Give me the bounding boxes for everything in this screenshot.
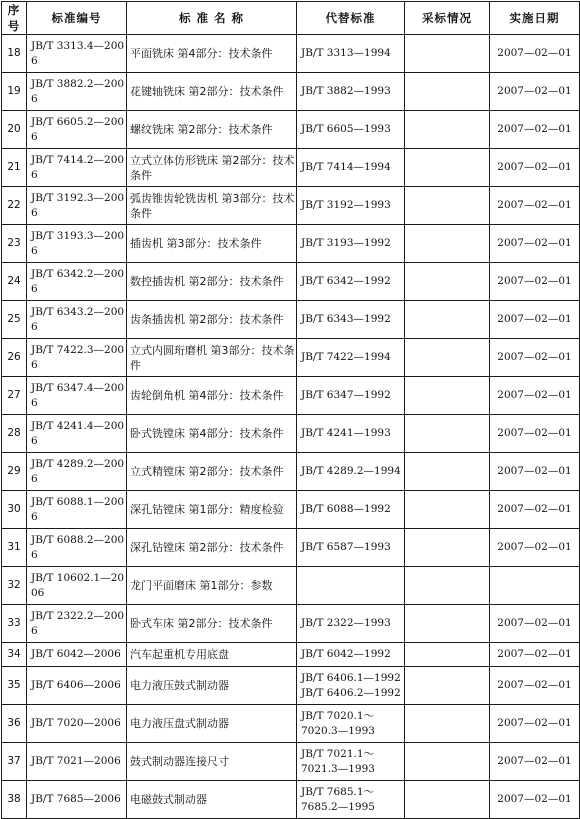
- replaced-line: JB/T 6605—1993: [301, 123, 391, 135]
- implementation-date: 2007—02—01: [490, 339, 580, 377]
- implementation-date: [490, 567, 580, 605]
- row-number: 19: [2, 73, 27, 111]
- header-adoption: 采标情况: [405, 2, 490, 35]
- replaced-line: JB/T 3313—1994: [301, 47, 391, 59]
- header-replaced: 代替标准: [297, 2, 405, 35]
- implementation-date: 2007—02—01: [490, 35, 580, 73]
- table-row: [2, 301, 580, 339]
- replaced-standard: [297, 667, 405, 705]
- implementation-date: 2007—02—01: [490, 377, 580, 415]
- standard-name: 立式内圆珩磨机 第3部分：技术条件: [127, 339, 297, 377]
- header-code: 标准编号: [27, 2, 127, 35]
- standard-name: 鼓式制动器连接尺寸: [127, 743, 297, 781]
- table-row: [2, 263, 580, 301]
- adoption-status: [405, 453, 490, 491]
- table-row: [2, 781, 580, 819]
- table-row: [2, 111, 580, 149]
- standard-name: 深孔钻镗床 第2部分：技术条件: [127, 529, 297, 567]
- standard-code: JB/T 7414.2—2006: [27, 149, 127, 187]
- standard-name: 立式立体仿形铣床 第2部分：技术条件: [127, 149, 297, 187]
- replaced-standard: [297, 705, 405, 743]
- replaced-line: 7021.3—1993: [301, 762, 375, 775]
- replaced-standard: [297, 491, 405, 529]
- implementation-date: 2007—02—01: [490, 187, 580, 225]
- implementation-date: 2007—02—01: [490, 73, 580, 111]
- table-row: [2, 667, 580, 705]
- standard-name: 电磁鼓式制动器: [127, 781, 297, 819]
- implementation-date: 2007—02—01: [490, 605, 580, 643]
- replaced-line: JB/T 6347—1992: [301, 389, 391, 401]
- standard-code: JB/T 7422.3—2006: [27, 339, 127, 377]
- replaced-standard: [297, 225, 405, 263]
- implementation-date: 2007—02—01: [490, 705, 580, 743]
- standards-table: [1, 1, 580, 819]
- replaced-line: JB/T 7021.1～: [301, 747, 375, 760]
- standard-code: JB/T 6088.2—2006: [27, 529, 127, 567]
- table-row: [2, 187, 580, 225]
- table-row: [2, 377, 580, 415]
- table-row: [2, 605, 580, 643]
- replaced-standard: [297, 263, 405, 301]
- replaced-standard: [297, 301, 405, 339]
- row-number: 24: [2, 263, 27, 301]
- adoption-status: [405, 111, 490, 149]
- replaced-standard: [297, 781, 405, 819]
- standard-code: JB/T 6042—2006: [27, 643, 127, 667]
- standard-name: 平面铣床 第4部分：技术条件: [127, 35, 297, 73]
- implementation-date: 2007—02—01: [490, 225, 580, 263]
- adoption-status: [405, 667, 490, 705]
- standard-name: 卧式铣镗床 第4部分：技术条件: [127, 415, 297, 453]
- replaced-standard: [297, 35, 405, 73]
- standard-code: JB/T 3193.3—2006: [27, 225, 127, 263]
- adoption-status: [405, 415, 490, 453]
- standard-name: 数控插齿机 第2部分：技术条件: [127, 263, 297, 301]
- replaced-line: JB/T 3193—1992: [301, 237, 391, 249]
- implementation-date: 2007—02—01: [490, 667, 580, 705]
- table-body: [2, 35, 580, 819]
- adoption-status: [405, 567, 490, 605]
- standard-name: 花键轴铣床 第2部分：技术条件: [127, 73, 297, 111]
- replaced-line: JB/T 3882—1993: [301, 85, 391, 97]
- adoption-status: [405, 263, 490, 301]
- adoption-status: [405, 339, 490, 377]
- standard-name: 插齿机 第3部分：技术条件: [127, 225, 297, 263]
- adoption-status: [405, 35, 490, 73]
- adoption-status: [405, 301, 490, 339]
- header-name: 标 准 名 称: [127, 2, 297, 35]
- adoption-status: [405, 705, 490, 743]
- row-number: 33: [2, 605, 27, 643]
- standard-code: JB/T 6343.2—2006: [27, 301, 127, 339]
- row-number: 37: [2, 743, 27, 781]
- adoption-status: [405, 491, 490, 529]
- replaced-standard: [297, 567, 405, 605]
- replaced-line: JB/T 6587—1993: [301, 541, 391, 553]
- replaced-standard: [297, 453, 405, 491]
- table-row: [2, 491, 580, 529]
- table-row: [2, 149, 580, 187]
- header-no: 序号: [2, 2, 27, 35]
- standard-code: JB/T 3192.3—2006: [27, 187, 127, 225]
- table-row: [2, 453, 580, 491]
- standard-name: 汽车起重机专用底盘: [127, 643, 297, 667]
- header-row: [2, 2, 580, 35]
- row-number: 35: [2, 667, 27, 705]
- standard-code: JB/T 6605.2—2006: [27, 111, 127, 149]
- replaced-standard: [297, 149, 405, 187]
- replaced-line: JB/T 4241—1993: [301, 427, 391, 439]
- row-number: 31: [2, 529, 27, 567]
- adoption-status: [405, 643, 490, 667]
- adoption-status: [405, 529, 490, 567]
- replaced-line: JB/T 7685.1～: [301, 785, 375, 798]
- standard-code: JB/T 10602.1—2006: [27, 567, 127, 605]
- row-number: 34: [2, 643, 27, 667]
- row-number: 18: [2, 35, 27, 73]
- standard-code: JB/T 6347.4—2006: [27, 377, 127, 415]
- table-row: [2, 529, 580, 567]
- implementation-date: 2007—02—01: [490, 643, 580, 667]
- replaced-standard: [297, 187, 405, 225]
- replaced-line: JB/T 6042—1992: [301, 648, 391, 660]
- row-number: 28: [2, 415, 27, 453]
- replaced-standard: [297, 377, 405, 415]
- standard-code: JB/T 6342.2—2006: [27, 263, 127, 301]
- row-number: 21: [2, 149, 27, 187]
- table-row: [2, 225, 580, 263]
- replaced-line: JB/T 4289.2—1994: [301, 465, 401, 477]
- standard-code: JB/T 6406—2006: [27, 667, 127, 705]
- adoption-status: [405, 149, 490, 187]
- adoption-status: [405, 187, 490, 225]
- row-number: 30: [2, 491, 27, 529]
- replaced-line: JB/T 7422—1994: [301, 351, 391, 363]
- implementation-date: 2007—02—01: [490, 263, 580, 301]
- replaced-line: JB/T 7020.1～: [301, 709, 375, 722]
- adoption-status: [405, 73, 490, 111]
- row-number: 32: [2, 567, 27, 605]
- adoption-status: [405, 225, 490, 263]
- row-number: 20: [2, 111, 27, 149]
- standard-name: 螺纹铣床 第2部分：技术条件: [127, 111, 297, 149]
- replaced-line: JB/T 2322—1993: [301, 617, 391, 629]
- adoption-status: [405, 781, 490, 819]
- replaced-standard: [297, 605, 405, 643]
- replaced-line: JB/T 6088—1992: [301, 503, 391, 515]
- standard-name: 卧式车床 第2部分：技术条件: [127, 605, 297, 643]
- replaced-standard: [297, 743, 405, 781]
- table-row: [2, 73, 580, 111]
- standard-code: JB/T 7685—2006: [27, 781, 127, 819]
- standard-code: JB/T 3313.4—2006: [27, 35, 127, 73]
- standard-name: 电力液压鼓式制动器: [127, 667, 297, 705]
- table-row: [2, 743, 580, 781]
- table-row: [2, 35, 580, 73]
- replaced-line: 7020.3—1993: [301, 724, 375, 737]
- standard-code: JB/T 3882.2—2006: [27, 73, 127, 111]
- implementation-date: 2007—02—01: [490, 149, 580, 187]
- adoption-status: [405, 743, 490, 781]
- implementation-date: 2007—02—01: [490, 743, 580, 781]
- standard-code: JB/T 4289.2—2006: [27, 453, 127, 491]
- implementation-date: 2007—02—01: [490, 453, 580, 491]
- standard-code: JB/T 2322.2—2006: [27, 605, 127, 643]
- implementation-date: 2007—02—01: [490, 781, 580, 819]
- replaced-standard: [297, 643, 405, 667]
- adoption-status: [405, 605, 490, 643]
- implementation-date: 2007—02—01: [490, 491, 580, 529]
- replaced-line: JB/T 6406.2—1992: [301, 686, 401, 699]
- table-row: [2, 643, 580, 667]
- replaced-line: JB/T 6342—1992: [301, 275, 391, 287]
- table-row: [2, 415, 580, 453]
- standard-name: 电力液压盘式制动器: [127, 705, 297, 743]
- replaced-standard: [297, 111, 405, 149]
- table-row: [2, 705, 580, 743]
- replaced-line: 7685.2—1995: [301, 800, 375, 813]
- implementation-date: 2007—02—01: [490, 529, 580, 567]
- implementation-date: 2007—02—01: [490, 415, 580, 453]
- standard-name: 齿轮倒角机 第4部分：技术条件: [127, 377, 297, 415]
- replaced-standard: [297, 73, 405, 111]
- replaced-standard: [297, 339, 405, 377]
- header-date: 实施日期: [490, 2, 580, 35]
- implementation-date: 2007—02—01: [490, 111, 580, 149]
- table-row: [2, 567, 580, 605]
- replaced-line: JB/T 6406.1—1992: [301, 671, 401, 684]
- standard-name: 立式精镗床 第2部分：技术条件: [127, 453, 297, 491]
- row-number: 23: [2, 225, 27, 263]
- implementation-date: 2007—02—01: [490, 301, 580, 339]
- row-number: 27: [2, 377, 27, 415]
- row-number: 38: [2, 781, 27, 819]
- row-number: 36: [2, 705, 27, 743]
- row-number: 26: [2, 339, 27, 377]
- standard-code: JB/T 7021—2006: [27, 743, 127, 781]
- replaced-line: JB/T 7414—1994: [301, 161, 391, 173]
- row-number: 29: [2, 453, 27, 491]
- standard-name: 弧齿锥齿轮铣齿机 第3部分：技术条件: [127, 187, 297, 225]
- adoption-status: [405, 377, 490, 415]
- replaced-line: JB/T 3192—1993: [301, 199, 391, 211]
- standard-code: JB/T 7020—2006: [27, 705, 127, 743]
- standard-name: 齿条插齿机 第2部分：技术条件: [127, 301, 297, 339]
- replaced-standard: [297, 415, 405, 453]
- replaced-standard: [297, 529, 405, 567]
- row-number: 25: [2, 301, 27, 339]
- row-number: 22: [2, 187, 27, 225]
- standard-name: 深孔钻镗床 第1部分：精度检验: [127, 491, 297, 529]
- standard-name: 龙门平面磨床 第1部分：参数: [127, 567, 297, 605]
- standard-code: JB/T 6088.1—2006: [27, 491, 127, 529]
- standard-code: JB/T 4241.4—2006: [27, 415, 127, 453]
- replaced-line: JB/T 6343—1992: [301, 313, 391, 325]
- table-row: [2, 339, 580, 377]
